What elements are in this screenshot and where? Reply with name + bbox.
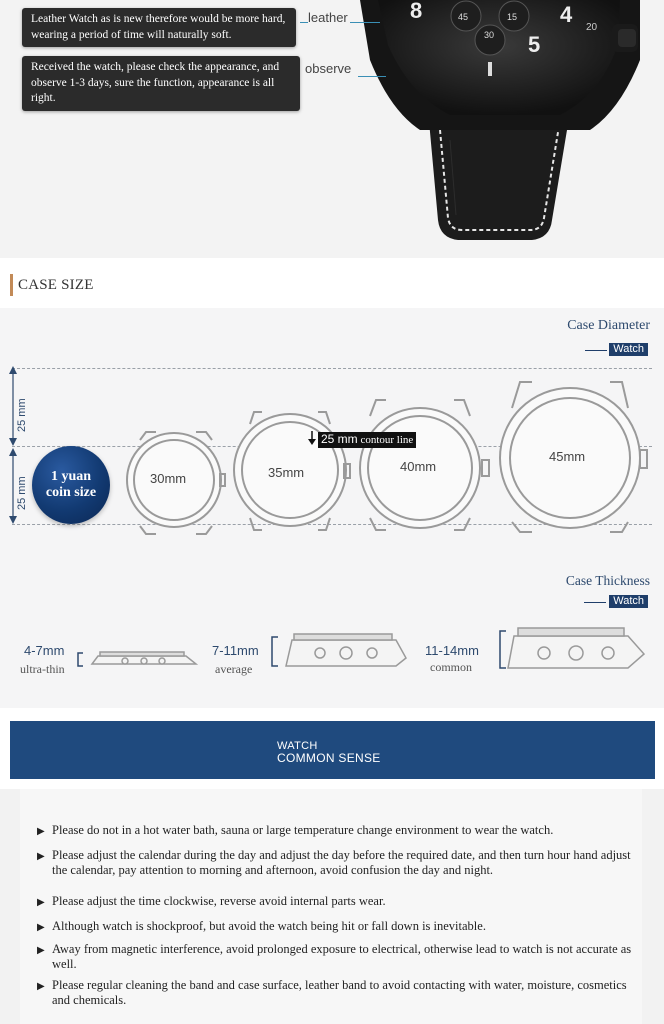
bullet-arrow-icon: ▶ <box>37 922 45 933</box>
thickness-range-ultra-thin: 4-7mm <box>24 643 65 658</box>
bullet-arrow-icon: ▶ <box>37 981 45 992</box>
common-sense-item: ▶ Please regular cleaning the band and case surface, leather band to avoid contacting with water, moisture, cosmetics and chemicals. <box>37 978 627 1007</box>
leather-label: leather <box>308 10 348 25</box>
tooltip-leather-connector <box>300 22 308 23</box>
watch-45mm-label: 45mm <box>549 449 586 464</box>
case-thickness-watch-tag: Watch <box>609 595 648 608</box>
subdial-45: 45 <box>458 12 469 22</box>
scale-label-top: 25 mm <box>16 398 28 432</box>
coin-line-2: coin size <box>45 485 97 500</box>
guide-line-top <box>12 368 652 369</box>
scale-label-bottom: 25 mm <box>16 476 28 510</box>
tooltip-leather: Leather Watch as is new therefore would be more hard, wearing a period of time will naturally soft. <box>22 8 296 47</box>
thickness-range-common: 11-14mm <box>425 643 479 658</box>
banner-line-2: COMMON SENSE <box>277 751 381 765</box>
dial-numeral-5: 5 <box>528 32 541 57</box>
contour-mm: 25 mm <box>321 432 358 446</box>
watch-thickness-profiles <box>70 626 660 674</box>
common-sense-item: ▶ Please adjust the time clockwise, reverse avoid internal parts wear. <box>37 894 386 908</box>
dial-numeral-8: 8 <box>410 0 423 23</box>
subdial-30: 30 <box>484 30 495 40</box>
case-diameter-watch-tag: Watch <box>609 343 648 356</box>
common-sense-item: ▶ Please do not in a hot water bath, sauna or large temperature change environment to wear the watch. <box>37 823 554 837</box>
thickness-label-common: common <box>430 660 472 674</box>
tooltip-leather-pointer <box>350 22 380 23</box>
profile-average <box>286 634 406 666</box>
bullet-arrow-icon: ▶ <box>37 826 45 837</box>
common-sense-item: ▶ Please adjust the calendar during the day and adjust the day before the required date, and then turn hour hand adjust the calendar, pay attention to morning and afternoon, avoid confusion the day and night. <box>37 848 631 877</box>
common-sense-item: ▶ Although watch is shockproof, but avoid the watch being hit or fall down is inevitable. <box>37 919 486 933</box>
case-diameter-title: Case Diameter <box>567 318 650 333</box>
bezel-20: 20 <box>586 22 598 33</box>
watch-35mm-label: 35mm <box>268 465 305 480</box>
profile-ultra-thin <box>92 652 196 664</box>
bullet-arrow-icon: ▶ <box>37 897 45 908</box>
watch-40mm-label: 40mm <box>400 459 437 474</box>
tooltip-observe: Received the watch, please check the appearance, and observe 1-3 days, sure the function, appearance is all right. <box>22 56 300 111</box>
case-thickness-tag-dash <box>584 602 606 603</box>
dial-numeral-4: 4 <box>560 2 573 27</box>
coin-line-1: 1 yuan <box>50 469 92 484</box>
common-sense-item: ▶ Away from magnetic interference, avoid prolonged exposure to electrical, otherwise lead to watch is not accurate as well. <box>37 942 632 971</box>
thickness-label-average: average <box>215 662 253 676</box>
contour-text: contour line <box>360 434 414 446</box>
contour-line-label <box>318 432 416 448</box>
case-diameter-tag-dash <box>585 350 607 351</box>
thickness-label-ultra-thin: ultra-thin <box>20 662 65 676</box>
banner-line-1: WATCH <box>277 740 318 752</box>
case-size-heading: CASE SIZE <box>10 274 94 296</box>
subdial-15: 15 <box>507 12 518 22</box>
bullet-arrow-icon: ▶ <box>37 851 45 862</box>
profile-common <box>508 628 644 668</box>
tooltip-observe-pointer <box>358 76 386 77</box>
case-thickness-title: Case Thickness <box>565 573 650 588</box>
observe-label: observe <box>305 61 352 76</box>
watch-common-sense-banner <box>10 721 655 779</box>
product-detail-section <box>0 0 664 258</box>
contour-arrow-icon <box>306 430 318 446</box>
thickness-range-average: 7-11mm <box>212 643 259 658</box>
bullet-arrow-icon: ▶ <box>37 945 45 956</box>
watch-30mm-label: 30mm <box>150 471 187 486</box>
